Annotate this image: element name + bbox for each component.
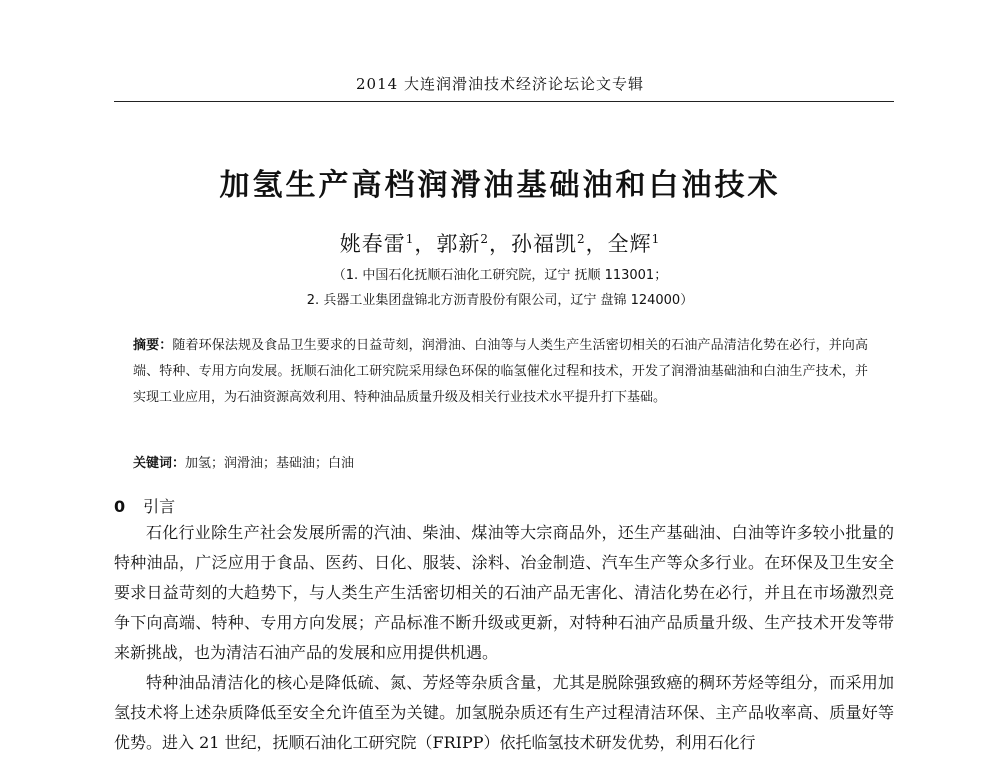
author-name: 全辉 (607, 232, 652, 256)
author-separator: ， (489, 232, 511, 256)
affiliation-mark: 1 (651, 232, 661, 246)
keywords (133, 452, 868, 471)
author-separator: ， (585, 232, 608, 256)
keywords-text: 加氢；润滑油；基础油；白油 (185, 456, 355, 471)
abstract-label: 摘要： (133, 338, 173, 353)
affiliation-line: 2. 兵器工业集团盘锦北方沥青股份有限公司，辽宁 盘锦 124000） (306, 293, 694, 308)
author-list (0, 228, 1000, 258)
affiliation-mark: 2 (480, 232, 489, 246)
author-name: 姚春雷 (339, 232, 406, 256)
abstract (133, 333, 868, 411)
paragraph: 石化行业除生产社会发展所需的汽油、柴油、煤油等大宗商品外，还生产基础油、白油等许多较小批量的特种油品，广泛应用于食品、医药、日化、服装、涂料、冶金制造、汽车生产等众多行业。在环保及卫生安全要求日益苛刻的大趋势下，与人类生产生活密切相关的石油产品无害化、清洁化势在必行，并且在市场激烈竞争下向高端、特种、专用方向发展；产品标准不断升级或更新，对特种石油产品质量升级、生产技术开发等带来新挑战，也为清洁石油产品的发展和应用提供机遇。 (114, 523, 894, 662)
header-rule (114, 101, 894, 102)
abstract-text: 随着环保法规及食品卫生要求的日益苛刻，润滑油、白油等与人类生产生活密切相关的石油产品清洁化势在必行，并向高端、特种、专用方向发展。抚顺石油化工研究院采用绿色环保的临氢催化过程和技术，开发了润滑油基础油和白油生产技术，并实现工业应用，为石油资源高效利用、特种油品质量升级及相关行业技术水平提升打下基础。 (133, 338, 868, 405)
author-separator: ， (414, 232, 437, 256)
body-text (114, 518, 894, 758)
paper-title: 加氢生产高档润滑油基础油和白油技术 (219, 168, 781, 203)
keywords-label: 关键词： (133, 456, 186, 471)
running-head: 2014 大连润滑油技术经济论坛论文专辑 (356, 75, 644, 93)
affiliation-mark: 2 (577, 232, 586, 246)
author-name: 孙福凯 (511, 232, 577, 256)
section-heading (114, 494, 175, 517)
affiliation-mark: 1 (405, 232, 415, 246)
paragraph: 特种油品清洁化的核心是降低硫、氮、芳烃等杂质含量，尤其是脱除强致癌的稠环芳烃等组分，而采用加氢技术将上述杂质降低至安全允许值至为关键。加氢脱杂质还有生产过程清洁环保、主产品收率高、质量好等优势。进入 21 世纪，抚顺石油化工研究院（FRIPP）依托临氢技术研发优势，利用石化行 (114, 673, 894, 752)
section-number: 0 (114, 497, 126, 516)
section-title: 引言 (143, 497, 176, 516)
author-name: 郭新 (436, 232, 481, 256)
affiliation-line: （1. 中国石化抚顺石油化工研究院，辽宁 抚顺 113001； (332, 268, 668, 283)
